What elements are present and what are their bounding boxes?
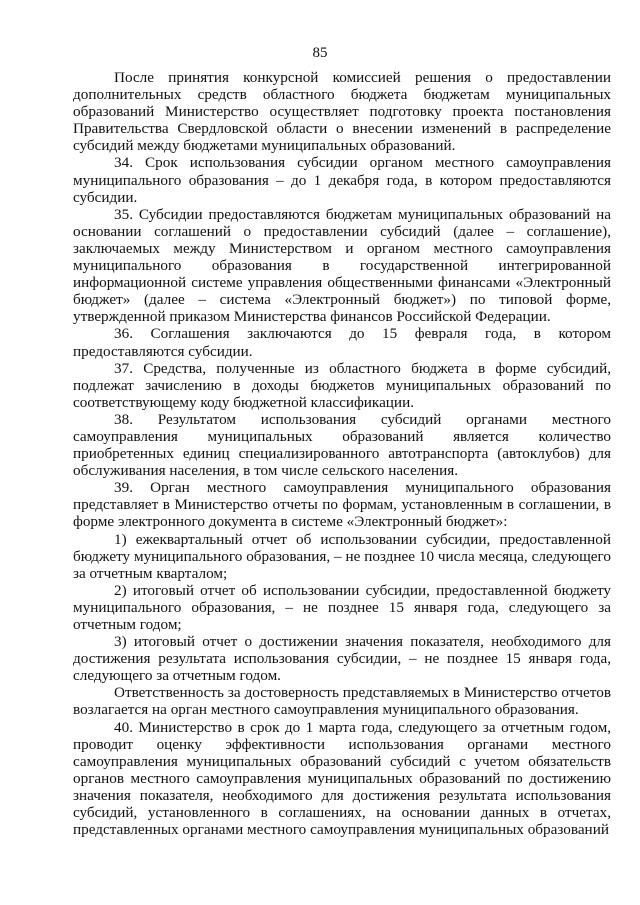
document-body xyxy=(73,69,611,838)
paragraph-34: 34. Срок использования субсидии органом местного самоуправления муниципального образования – до 1 декабря года, в котором предоставляются субсидии. xyxy=(73,154,611,206)
paragraph-39: 39. Орган местного самоуправления муниципального образования представляет в Министерство отчеты по формам, установленным в соглашении, в форме электронного документа в системе «Электронный бюджет»: xyxy=(73,479,611,531)
paragraph-39-item-2: 2) итоговый отчет об использовании субсидии, предоставленной бюджету муниципального образования, – не позднее 15 января года, следующего за отчетным годом; xyxy=(73,581,611,633)
paragraph-39-item-1: 1) ежеквартальный отчет об использовании субсидии, предоставленной бюджету муниципального образования, – не позднее 10 числа месяца, следующего за отчетным кварталом; xyxy=(73,530,611,582)
paragraph-37: 37. Средства, полученные из областного бюджета в форме субсидий, подлежат зачислению в доходы бюджетов муниципальных образований по соответствующему коду бюджетной классификации. xyxy=(73,359,611,411)
paragraph-responsibility: Ответственность за достоверность представляемых в Министерство отчетов возлагается на орган местного самоуправления муниципального образования. xyxy=(73,684,611,719)
page-number: 85 xyxy=(312,45,328,61)
paragraph-intro: После принятия конкурсной комиссией решения о предоставлении дополнительных средств областного бюджета бюджетам муниципальных образований Министерство осуществляет подготовку проекта постановления Правительства Свердловской области о внесении изменений в распределение субсидий между бюджетами муниципальных образований. xyxy=(73,69,611,155)
paragraph-40: 40. Министерство в срок до 1 марта года, следующего за отчетным годом, проводит оценку эффективности использования органами местного самоуправления муниципальных образований субсидий с учетом обязательств органов местного самоуправления муниципальных образований по достижению значения показателя, необходимого для достижения результата использования субсидий, установленного в соглашениях, на основании данных в отчетах, представленных органами местного самоуправления муниципальных образований xyxy=(73,718,611,839)
paragraph-36: 36. Соглашения заключаются до 15 февраля года, в котором предоставляются субсидии. xyxy=(73,325,611,360)
paragraph-35: 35. Субсидии предоставляются бюджетам муниципальных образований на основании соглашений о предоставлении субсидий (далее – соглашение), заключаемых между Министерством и органом местного самоуправления муниципального образования в государственной интегрированной информационной системе управления общественными финансами «Электронный бюджет» (далее – система «Электронный бюджет») по типовой форме, утвержденной приказом Министерства финансов Российской Федерации. xyxy=(73,205,611,326)
paragraph-38: 38. Результатом использования субсидий органами местного самоуправления муниципальных образований является количество приобретенных единиц специализированного автотранспорта (автоклубов) для обслуживания населения, в том числе сельского населения. xyxy=(73,410,611,480)
paragraph-39-item-3: 3) итоговый отчет о достижении значения показателя, необходимого для достижения результата использования субсидии, – не позднее 15 января года, следующего за отчетным годом. xyxy=(73,633,611,685)
